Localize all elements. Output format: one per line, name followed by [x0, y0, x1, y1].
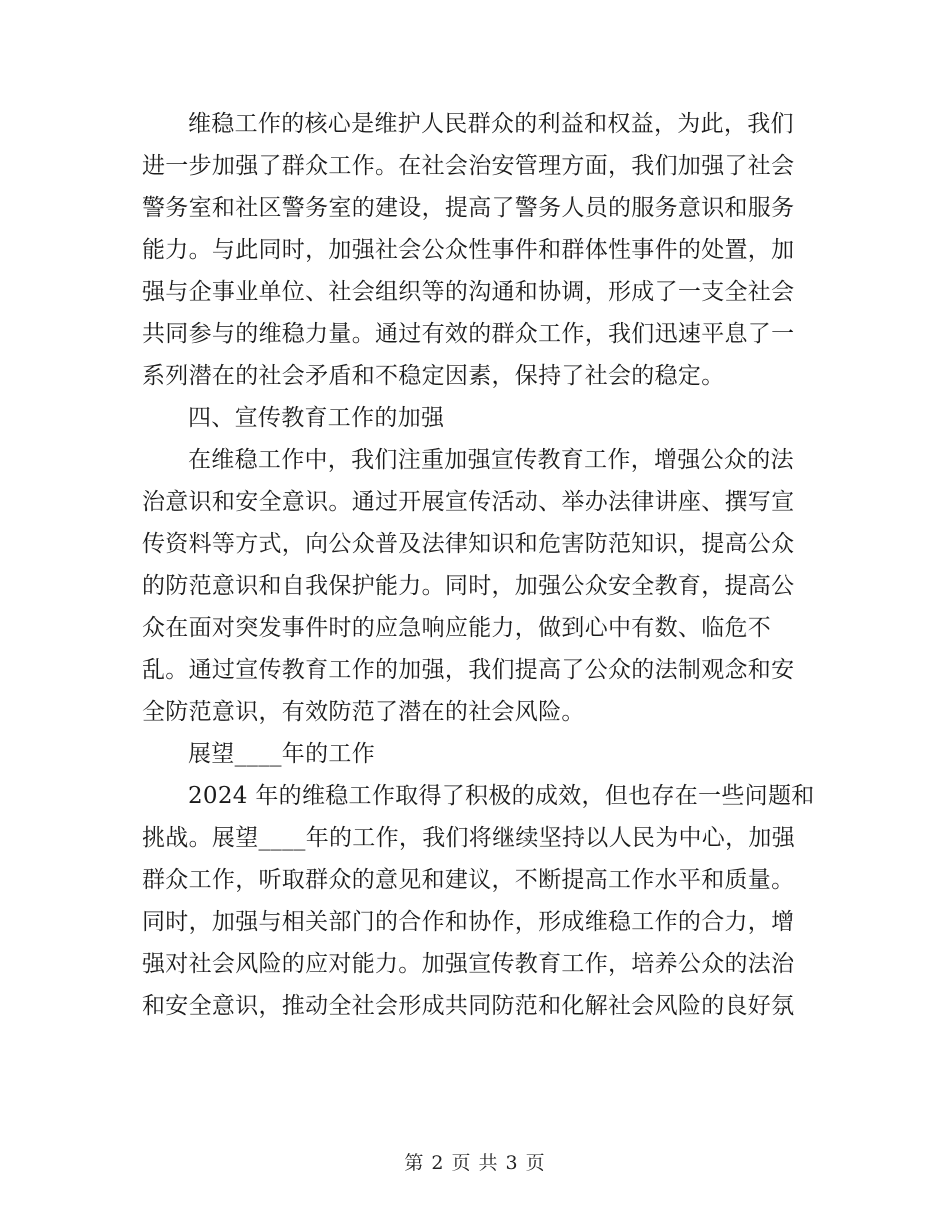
text-line: 传资料等方式，向公众普及法律知识和危害防范知识，提高公众 — [142, 531, 795, 557]
text-line: 维稳工作的核心是维护人民群众的利益和权益，为此，我们 — [188, 111, 794, 137]
text-line: 的防范意识和自我保护能力。同时，加强公众安全教育，提高公 — [142, 573, 795, 599]
heading-line: 四、宣传教育工作的加强 — [188, 405, 445, 431]
text-line: 挑战。展望____年的工作，我们将继续坚持以人民为中心，加强 — [142, 825, 795, 851]
text-line: 进一步加强了群众工作。在社会治安管理方面，我们加强了社会 — [142, 153, 795, 179]
text-line: 治意识和安全意识。通过开展宣传活动、举办法律讲座、撰写宣 — [142, 489, 795, 515]
text-line: 在维稳工作中，我们注重加强宣传教育工作，增强公众的法 — [188, 447, 794, 473]
section-heading-publicity — [142, 397, 802, 439]
document-body — [142, 103, 815, 1027]
text-line: 同时，加强与相关部门的合作和协作，形成维稳工作的合力，增 — [142, 909, 795, 935]
paragraph-public-work — [142, 103, 802, 397]
text-line: 群众工作，听取群众的意见和建议，不断提高工作水平和质量。 — [142, 867, 795, 893]
text-line: 乱。通过宣传教育工作的加强，我们提高了公众的法制观念和安 — [142, 657, 795, 683]
text-line: 系列潜在的社会矛盾和不稳定因素，保持了社会的稳定。 — [142, 363, 725, 389]
text-line: 强与企事业单位、社会组织等的沟通和协调，形成了一支全社会 — [142, 279, 795, 305]
paragraph-outlook — [142, 775, 815, 1027]
text-line: 众在面对突发事件时的应急响应能力，做到心中有数、临危不 — [142, 615, 772, 641]
text-line: 2024 年的维稳工作取得了积极的成效，但也存在一些问题和 — [188, 783, 815, 809]
text-line: 和安全意识，推动全社会形成共同防范和化解社会风险的良好氛 — [142, 993, 795, 1019]
heading-line: 展望____年的工作 — [188, 741, 375, 767]
section-heading-outlook — [142, 733, 802, 775]
text-line: 共同参与的维稳力量。通过有效的群众工作，我们迅速平息了一 — [142, 321, 795, 347]
text-line: 强对社会风险的应对能力。加强宣传教育工作，培养公众的法治 — [142, 951, 795, 977]
text-line: 能力。与此同时，加强社会公众性事件和群体性事件的处置，加 — [142, 237, 795, 263]
text-line: 全防范意识，有效防范了潜在的社会风险。 — [142, 699, 585, 725]
page-number-footer: 第 2 页 共 3 页 — [404, 1152, 546, 1174]
paragraph-publicity-education — [142, 439, 802, 733]
text-line: 警务室和社区警务室的建设，提高了警务人员的服务意识和服务 — [142, 195, 795, 221]
